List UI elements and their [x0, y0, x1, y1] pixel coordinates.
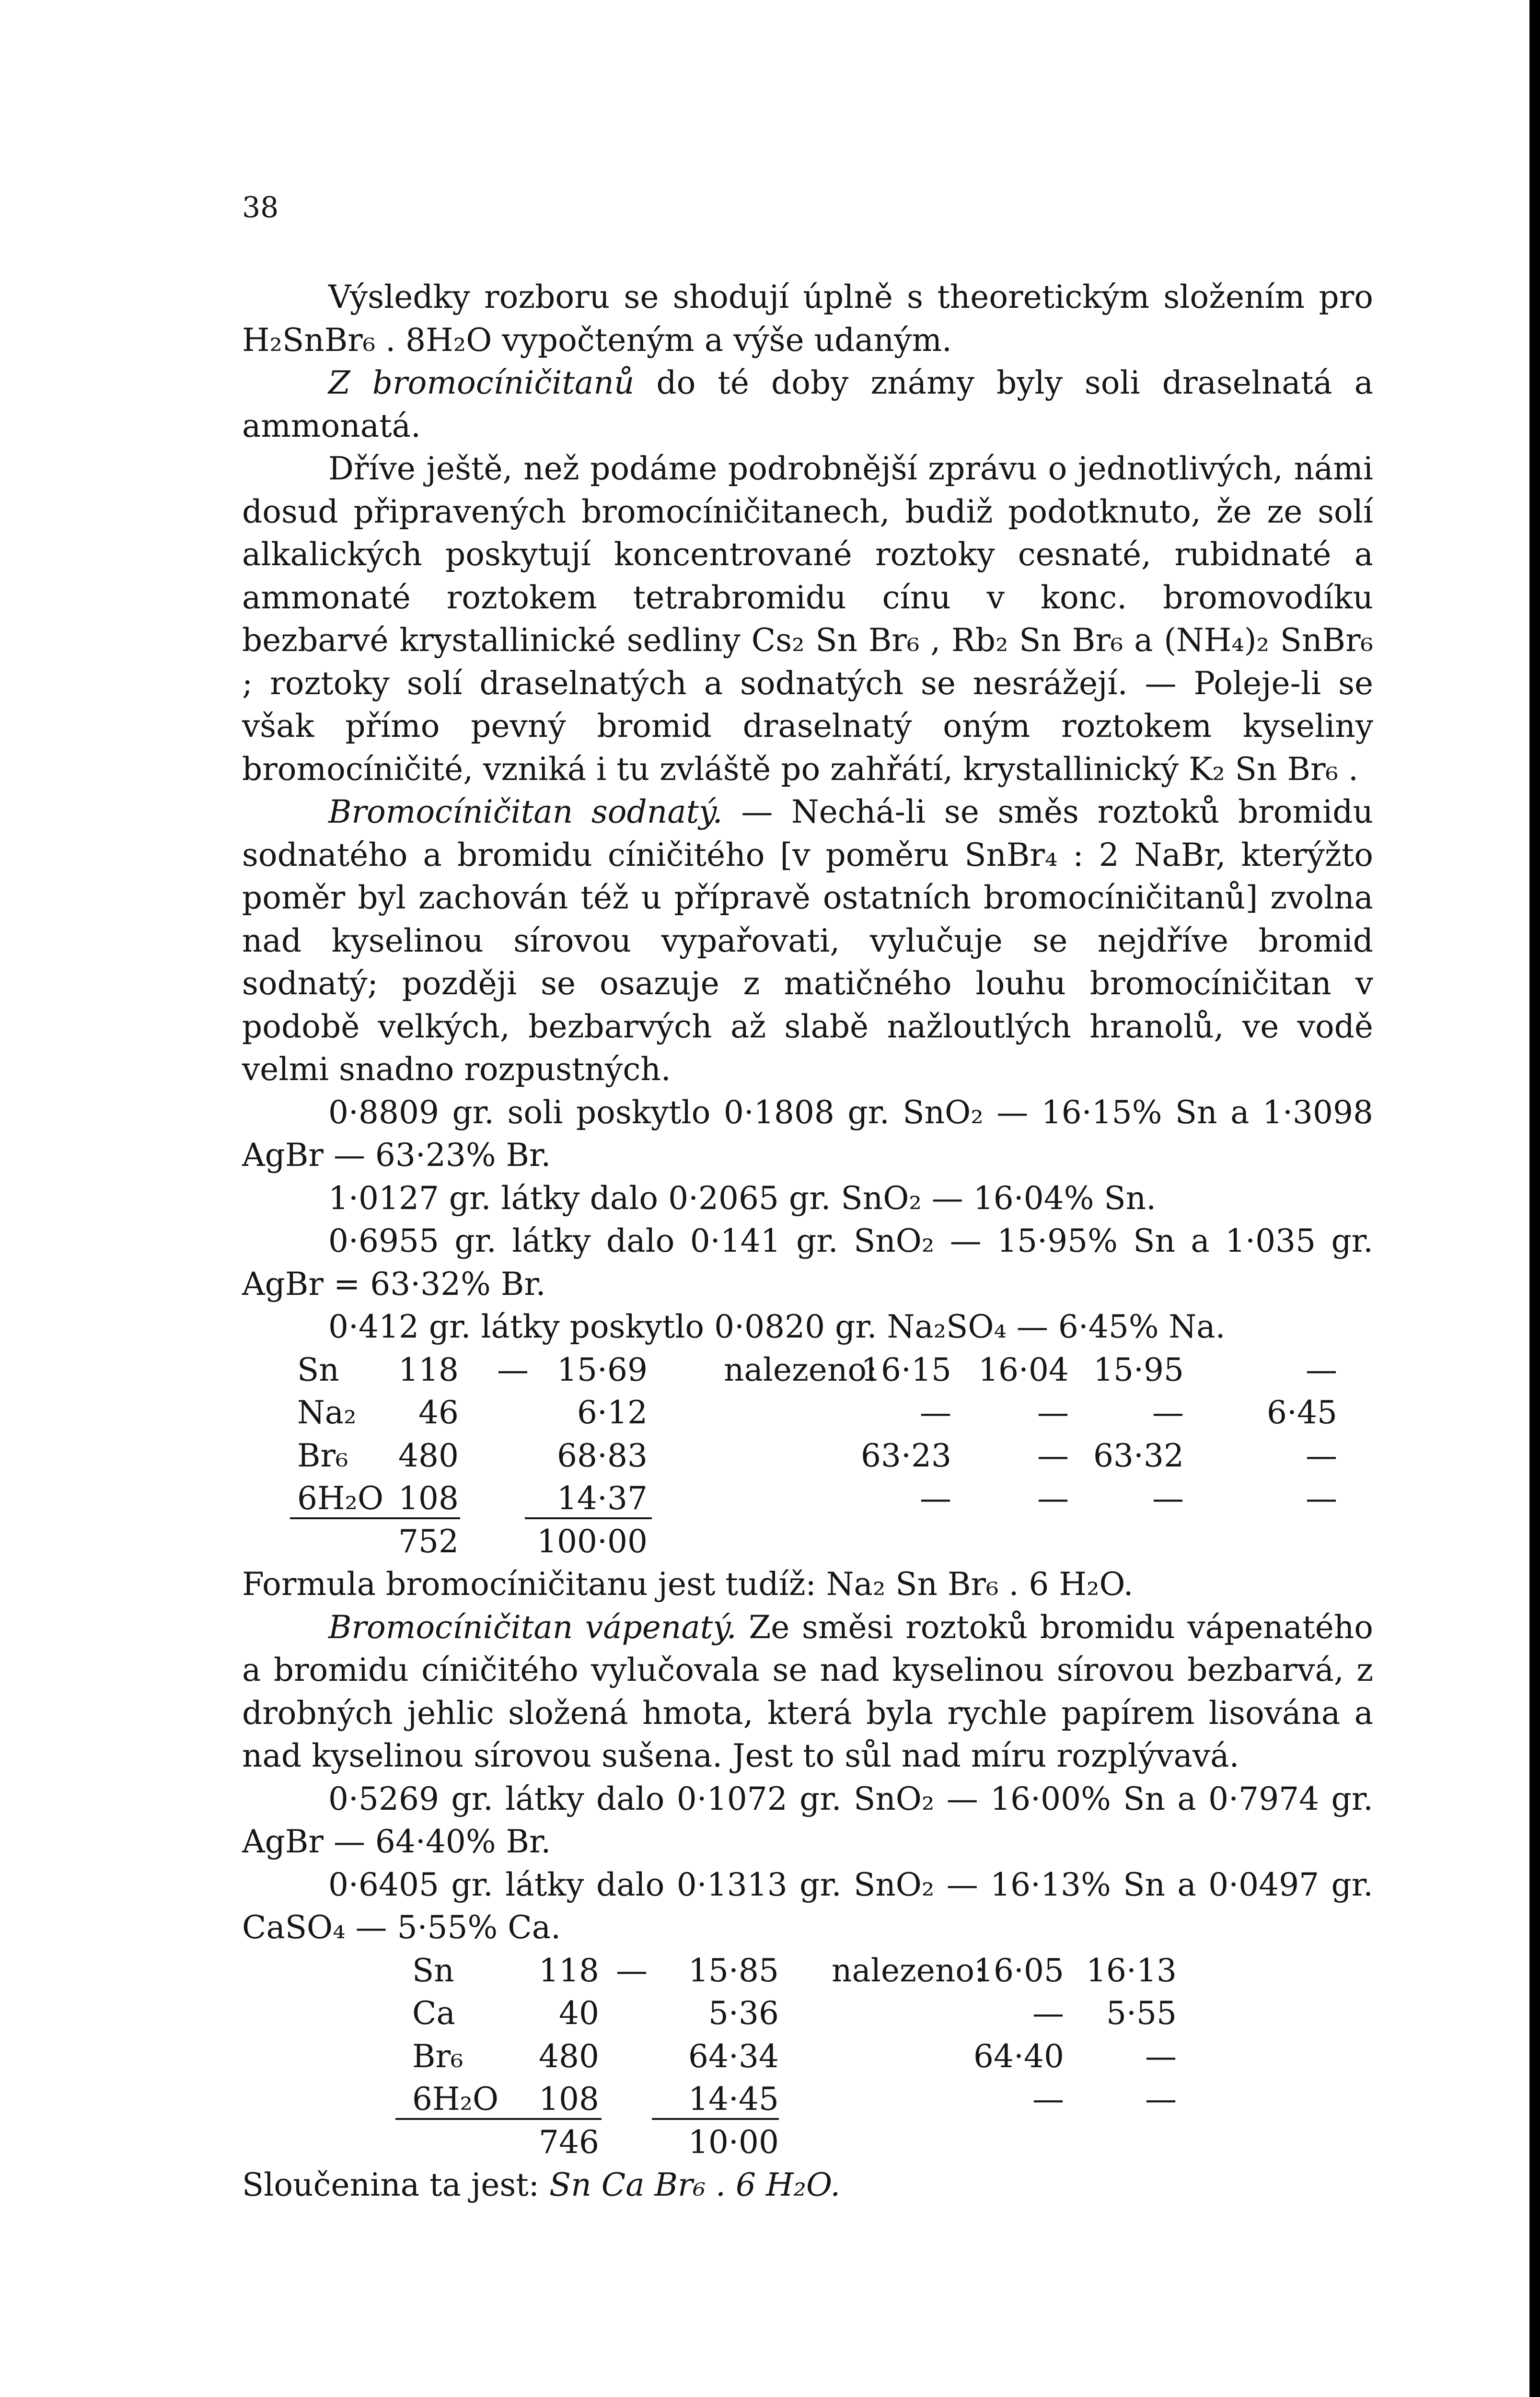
- table-cell-mass: 40: [559, 1995, 599, 2032]
- composition-table-calcium-total: [242, 2121, 1373, 2164]
- paragraph-sodium-salt-text: — Nechá-li se směs roztoků bromidu sodnatého a bromidu cíničitého [v poměru SnBr₄ : 2 NaBr, kterýžto poměr byl zachován též u přípravě ostatních bromocíničitanů] zvolna nad kyselinou sírovou vypařovati, vylučuje se nejdříve bromid sodnatý; později se osazuje z matičného louhu bromocíničitan v podobě velkých, bezbarvých až slabě nažloutlých hranolů, ve vodě velmi snadno rozpustných.: [242, 793, 1373, 1088]
- page-number: 38: [242, 191, 279, 224]
- table-cell-found: —: [1152, 1480, 1184, 1517]
- table-cell-found: —: [1145, 2037, 1177, 2075]
- table-cell-calc: 15·69: [557, 1351, 648, 1388]
- table-cell-found: 6·45: [1267, 1394, 1337, 1431]
- table-cell-element: 6H₂O: [412, 2081, 499, 2118]
- analysis-line-5: 0·5269 gr. látky dalo 0·1072 gr. SnO₂ — 16·00% Sn a 0·7974 gr. AgBr — 64·40% Br.: [242, 1780, 1373, 1860]
- table-cell-found: —: [1306, 1351, 1337, 1388]
- analysis-line-6: 0·6405 gr. látky dalo 0·1313 gr. SnO₂ — 16·13% Sn a 0·0497 gr. CaSO₄ — 5·55% Ca.: [242, 1866, 1373, 1946]
- paragraph-sodium-salt: [242, 791, 1373, 1091]
- table-cell-element: Br₆: [412, 2037, 463, 2075]
- table-cell-found: —: [1306, 1480, 1337, 1517]
- table-cell-calc: 6·12: [577, 1394, 648, 1431]
- analysis-line-4: 0·412 gr. látky poskytlo 0·0820 gr. Na₂SO₄ — 6·45% Na.: [328, 1308, 1226, 1345]
- table-cell-found: 64·40: [973, 2037, 1064, 2075]
- table-cell-calc: 5·36: [708, 1995, 779, 2032]
- analysis-line-1: 0·8809 gr. soli poskytlo 0·1808 gr. SnO₂ — 16·15% Sn a 1·3098 AgBr — 63·23% Br.: [242, 1094, 1373, 1174]
- table-cell-found: 16·04: [978, 1351, 1069, 1388]
- table-cell-found: —: [1306, 1437, 1337, 1474]
- table-cell-element: 6H₂O: [297, 1480, 384, 1517]
- paragraph-analysis-result: Výsledky rozboru se shodují úplně s theoretickým složením pro H₂SnBr₆ . 8H₂O vypočteným a výše udaným.: [242, 279, 1373, 359]
- table-cell-mass: 108: [539, 2081, 599, 2118]
- table-total-percent: 10·00: [688, 2123, 779, 2161]
- table-total-mass: 752: [398, 1523, 459, 1560]
- table-cell-found: —: [1037, 1480, 1069, 1517]
- table-cell-found: —: [1152, 1394, 1184, 1431]
- composition-table-sodium-total: [242, 1520, 1373, 1563]
- table-cell-found: 63·23: [861, 1437, 951, 1474]
- table-cell-calc: 14·45: [688, 2081, 779, 2118]
- analysis-line-2: 1·0127 gr. látky dalo 0·2065 gr. SnO₂ — 16·04% Sn.: [328, 1179, 1157, 1217]
- table-cell-calc: 15·85: [688, 1952, 779, 1989]
- section-heading-calcium: Bromocíničitan vápenatý.: [328, 1608, 737, 1646]
- page-body: [242, 276, 1373, 2207]
- formula-calcium-salt: [242, 2164, 1373, 2207]
- table-cell-element: Ca: [412, 1995, 455, 2032]
- section-heading-bromocinicitany: Z bromocíničitanů: [328, 364, 635, 401]
- table-cell-calc: 14·37: [557, 1480, 648, 1517]
- table-cell-found: 16·05: [973, 1952, 1064, 1989]
- table-cell-mass: 46: [418, 1394, 459, 1431]
- table-cell-found: 5·55: [1106, 1995, 1177, 2032]
- composition-table-calcium: [242, 1949, 1373, 2121]
- table-cell-mass: 480: [398, 1437, 459, 1474]
- table-cell-found: —: [920, 1394, 951, 1431]
- formula-calcium-lead: Sloučenina ta jest:: [242, 2166, 550, 2203]
- table-cell-mass: 480: [539, 2037, 599, 2075]
- table-cell-element: Na₂: [297, 1394, 357, 1431]
- table-cell-element: Sn: [412, 1952, 454, 1989]
- table-cell-dash: —: [616, 1952, 648, 1989]
- sum-rule: [525, 1517, 652, 1519]
- composition-table-sodium: [242, 1349, 1373, 1520]
- table-label-found: nalezeno:: [832, 1952, 985, 1989]
- table-cell-found: —: [1145, 2081, 1177, 2118]
- sum-rule: [652, 2118, 779, 2120]
- sum-rule: [395, 2118, 602, 2120]
- paragraph-known-salts: [242, 361, 1373, 447]
- table-cell-found: —: [1037, 1394, 1069, 1431]
- section-heading-sodium: Bromocíničitan sodnatý.: [328, 793, 723, 830]
- table-total-percent: 100·00: [537, 1523, 648, 1560]
- paragraph-known-salts-text: do té doby známy byly soli draselnatá a ammonatá.: [242, 364, 1374, 444]
- table-cell-found: 63·32: [1093, 1437, 1184, 1474]
- table-cell-mass: 118: [398, 1351, 459, 1388]
- paragraph-calcium-salt: [242, 1606, 1373, 1778]
- table-cell-found: —: [1032, 1995, 1064, 2032]
- table-cell-element: Br₆: [297, 1437, 348, 1474]
- paragraph-alkali-salts: Dříve ještě, než podáme podrobnější zprávu o jednotlivých, námi dosud připravených bromocíničitanech, budiž podotknuto, že ze solí alkalických poskytují koncentrované roztoky cesnaté, rubidnaté a ammonaté roztokem tetrabromidu cínu v konc. bromovodíku bezbarvé krystallinické sedliny Cs₂ Sn Br₆ , Rb₂ Sn Br₆ a (NH₄)₂ SnBr₆ ; roztoky solí draselnatých a sodnatých se nesrážejí. — Poleje-li se však přímo pevný bromid draselnatý oným roztokem kyseliny bromocíničité, vzniká i tu zvláště po zahřátí, krystallinický K₂ Sn Br₆ .: [242, 450, 1373, 788]
- sum-rule: [290, 1517, 460, 1519]
- table-total-mass: 746: [539, 2123, 599, 2161]
- table-cell-mass: 118: [539, 1952, 599, 1989]
- table-cell-found: —: [1032, 2081, 1064, 2118]
- table-cell-found: 16·13: [1086, 1952, 1177, 1989]
- table-label-found: nalezeno:: [724, 1351, 878, 1388]
- page-edge-right: [1529, 0, 1540, 2397]
- paragraph-calcium-salt-text: Ze směsi roztoků bromidu vápenatého a bromidu cíničitého vylučovala se nad kyselinou sírovou bezbarvá, z drobných jehlic složená hmota, která byla rychle papírem lisována a nad kyselinou sírovou sušena. Jest to sůl nad míru rozplývavá.: [242, 1608, 1373, 1774]
- table-cell-found: —: [920, 1480, 951, 1517]
- formula-sodium-salt: Formula bromocíničitanu jest tudíž: Na₂ Sn Br₆ . 6 H₂O.: [242, 1566, 1134, 1603]
- table-cell-calc: 68·83: [557, 1437, 648, 1474]
- formula-calcium-value: Sn Ca Br₆ . 6 H₂O.: [549, 2166, 841, 2203]
- table-cell-calc: 64·34: [688, 2037, 779, 2075]
- table-cell-mass: 108: [398, 1480, 459, 1517]
- table-cell-found: 16·15: [861, 1351, 951, 1388]
- analysis-line-3: 0·6955 gr. látky dalo 0·141 gr. SnO₂ — 15·95% Sn a 1·035 gr. AgBr = 63·32% Br.: [242, 1222, 1373, 1303]
- table-cell-element: Sn: [297, 1351, 339, 1388]
- table-cell-dash: —: [497, 1351, 529, 1388]
- table-cell-found: —: [1037, 1437, 1069, 1474]
- table-cell-found: 15·95: [1093, 1351, 1184, 1388]
